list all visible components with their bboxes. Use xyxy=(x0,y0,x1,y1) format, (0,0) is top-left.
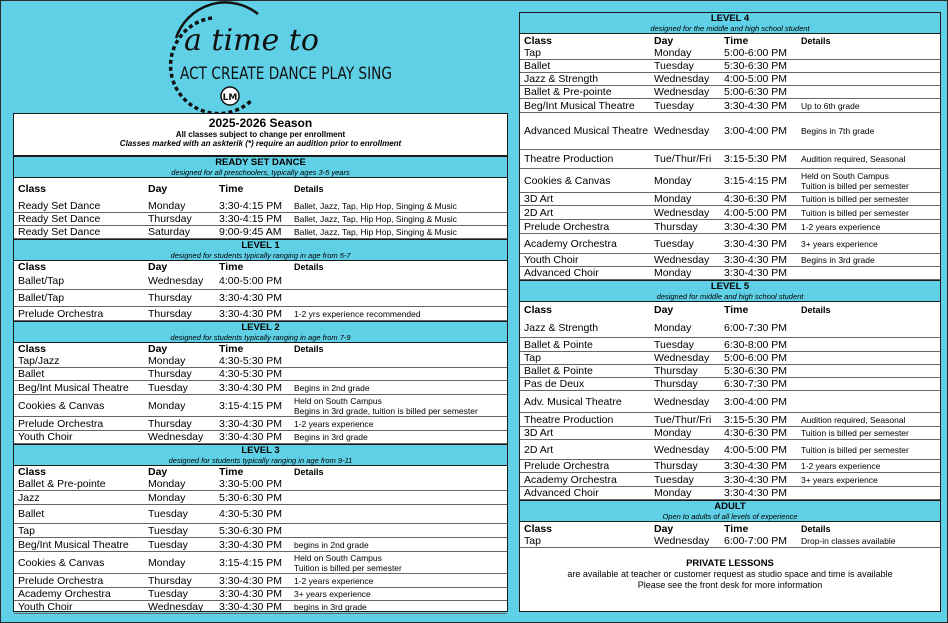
class-row xyxy=(14,395,507,417)
class-day: Tuesday xyxy=(148,524,188,537)
class-time: 3:15-5:30 PM xyxy=(724,413,788,426)
class-time: 4:00-5:00 PM xyxy=(724,443,788,456)
header-time: Time xyxy=(724,522,749,535)
class-day: Tuesday xyxy=(654,99,694,112)
class-name: Academy Orchestra xyxy=(18,588,111,600)
schedule-section xyxy=(520,13,940,280)
class-row xyxy=(14,431,507,444)
logo-mark: LM xyxy=(222,93,238,103)
class-name: Cookies & Canvas xyxy=(524,174,611,187)
class-day: Monday xyxy=(654,321,692,334)
class-time: 4:30-5:30 PM xyxy=(219,508,283,520)
class-row xyxy=(520,234,940,254)
class-row xyxy=(14,478,507,491)
left-sections xyxy=(14,156,507,614)
class-details: Audition required, Seasonal xyxy=(801,414,906,425)
class-row xyxy=(14,574,507,588)
class-day: Thursday xyxy=(654,220,698,233)
class-details: Ballet, Jazz, Tap, Hip Hop, Singing & Music xyxy=(294,201,457,211)
class-name: Academy Orchestra xyxy=(524,473,617,486)
section-title: LEVEL 4 xyxy=(710,13,750,24)
class-details: Audition required, Seasonal xyxy=(801,154,906,164)
class-day: Thursday xyxy=(148,368,192,380)
class-day: Wednesday xyxy=(654,206,710,219)
class-time: 3:30-4:30 PM xyxy=(724,473,788,486)
class-name: Tap xyxy=(524,535,541,547)
class-row xyxy=(520,487,940,500)
class-details: Drop-in classes available xyxy=(801,536,896,546)
section-subtitle: Open to adults of all levels of experience xyxy=(662,512,798,521)
class-name: Ballet & Pre-pointe xyxy=(524,86,612,98)
class-day: Tuesday xyxy=(654,338,694,351)
header-time: Time xyxy=(219,466,244,478)
class-row xyxy=(520,267,940,280)
class-day: Tue/Thur/Fri xyxy=(654,153,712,165)
class-details: 1-2 years experience xyxy=(801,461,881,471)
class-time: 4:30-6:30 PM xyxy=(724,427,788,439)
class-name: Beg/Int Musical Theatre xyxy=(18,538,129,551)
class-row xyxy=(520,220,940,234)
class-name: Tap xyxy=(524,352,541,364)
class-day: Tuesday xyxy=(654,473,694,486)
class-row xyxy=(14,552,507,574)
class-row xyxy=(14,226,507,239)
class-row xyxy=(14,491,507,505)
class-day: Thursday xyxy=(148,292,192,304)
class-day: Tue/Thur/Fri xyxy=(654,413,712,426)
class-day: Thursday xyxy=(654,365,698,377)
logo-tagline: ACT CREATE DANCE PLAY SING xyxy=(180,64,392,84)
class-name: Advanced Choir xyxy=(524,487,599,499)
class-name: Prelude Orchestra xyxy=(524,220,610,233)
class-details: Begins in 2nd grade xyxy=(294,382,370,393)
class-details: 3+ years experience xyxy=(801,238,878,249)
class-name: 2D Art xyxy=(524,443,554,456)
class-day: Thursday xyxy=(148,213,192,225)
class-name: Ready Set Dance xyxy=(18,200,101,212)
header-day: Day xyxy=(148,260,168,273)
header-details: Details xyxy=(801,35,831,46)
class-row xyxy=(14,355,507,368)
class-day: Monday xyxy=(148,478,186,490)
class-time: 3:30-4:30 PM xyxy=(724,220,788,233)
class-details: Ballet, Jazz, Tap, Hip Hop, Singing & Music xyxy=(294,227,457,237)
header-class: Class xyxy=(524,34,553,47)
column-headers xyxy=(14,178,507,200)
header-time: Time xyxy=(724,304,749,316)
class-row xyxy=(520,318,940,338)
class-row xyxy=(520,440,940,460)
class-time: 4:30-5:30 PM xyxy=(219,368,283,380)
class-day: Wednesday xyxy=(148,274,204,287)
season-header xyxy=(14,114,507,156)
class-time: 3:30-4:30 PM xyxy=(219,307,283,320)
class-day: Monday xyxy=(148,399,186,412)
header-day: Day xyxy=(654,522,674,535)
class-name: Advanced Choir xyxy=(524,267,599,279)
class-row xyxy=(520,365,940,378)
class-details: Begins in 3rd grade xyxy=(801,255,875,265)
class-time: 4:30-6:30 PM xyxy=(724,193,788,205)
class-row xyxy=(520,460,940,473)
schedule-section xyxy=(520,280,940,500)
class-row xyxy=(520,99,940,113)
header-details: Details xyxy=(801,305,831,315)
schedule-section xyxy=(14,239,507,321)
season-title: 2025-2026 Season xyxy=(208,116,313,130)
class-details: Tuition is billed per semester xyxy=(801,207,909,218)
class-name: Jazz & Strength xyxy=(524,73,599,85)
class-row xyxy=(520,391,940,413)
class-time: 3:30-4:30 PM xyxy=(724,99,788,112)
class-time: 3:15-4:15 PM xyxy=(219,399,283,412)
section-banner xyxy=(14,444,507,466)
schedule-section xyxy=(520,500,940,548)
section-title: ADULT xyxy=(714,501,746,512)
class-name: Pas de Deux xyxy=(524,378,585,390)
class-row xyxy=(14,505,507,524)
class-day: Monday xyxy=(654,427,692,439)
class-name: Theatre Production xyxy=(524,153,614,165)
class-time: 3:30-4:30 PM xyxy=(219,292,283,304)
class-details: 3+ years experience xyxy=(801,474,878,485)
class-time: 4:00-5:00 PM xyxy=(724,206,788,219)
class-details: Tuition is billed per semester xyxy=(801,428,909,438)
section-title: LEVEL 1 xyxy=(241,240,280,251)
class-time: 3:30-4:30 PM xyxy=(724,237,788,250)
class-day: Wednesday xyxy=(654,254,710,266)
section-subtitle: designed for all preschoolers, typically ages 3-5 years xyxy=(171,168,350,177)
class-day: Monday xyxy=(148,556,186,569)
private-lessons-line2: Please see the front desk for more information xyxy=(637,580,823,590)
section-subtitle: designed for students typically ranging in age from 7-9 xyxy=(170,333,351,342)
class-row xyxy=(520,254,940,267)
class-details: Up to 6th grade xyxy=(801,100,860,111)
class-time: 3:30-4:30 PM xyxy=(724,267,788,279)
class-day: Wednesday xyxy=(654,125,710,137)
header-day: Day xyxy=(148,466,168,478)
class-details: begins in 3rd grade xyxy=(294,602,367,612)
class-row xyxy=(520,413,940,427)
header-details: Details xyxy=(801,523,831,534)
class-time: 3:30-4:30 PM xyxy=(219,574,283,587)
class-day: Thursday xyxy=(148,417,192,430)
class-day: Wednesday xyxy=(148,601,204,613)
header-day: Day xyxy=(148,343,168,355)
class-time: 3:30-5:00 PM xyxy=(219,478,283,490)
class-row xyxy=(520,113,940,150)
class-details: 1-2 yrs experience recommended xyxy=(294,308,421,319)
class-row xyxy=(14,601,507,614)
class-details: begins in 2nd grade xyxy=(294,539,369,550)
class-row xyxy=(14,538,507,552)
class-name: Ready Set Dance xyxy=(18,226,101,238)
header-details: Details xyxy=(294,344,324,354)
class-time: 9:00-9:45 AM xyxy=(219,226,282,238)
section-subtitle: designed for middle and high school student xyxy=(656,292,804,301)
class-day: Monday xyxy=(654,47,692,59)
column-headers xyxy=(14,261,507,272)
section-subtitle: designed for the middle and high school student xyxy=(650,24,810,33)
schedule-section xyxy=(14,444,507,614)
class-time: 3:30-4:30 PM xyxy=(219,538,283,551)
class-name: Youth Choir xyxy=(18,431,73,443)
class-time: 5:00-6:00 PM xyxy=(724,47,788,59)
class-row xyxy=(520,352,940,365)
class-details: 1-2 years experience xyxy=(294,575,374,586)
class-row xyxy=(14,417,507,431)
class-time: 6:00-7:30 PM xyxy=(724,321,788,334)
section-banner xyxy=(14,239,507,261)
class-time: 5:00-6:30 PM xyxy=(724,86,788,98)
class-name: Youth Choir xyxy=(524,254,579,266)
class-row xyxy=(14,588,507,601)
season-note: Classes marked with an askterik (*) require an audition prior to enrollment xyxy=(119,139,402,148)
column-headers xyxy=(520,34,940,47)
header-class: Class xyxy=(524,304,553,316)
class-details: 3+ years experience xyxy=(294,589,371,599)
schedule-section xyxy=(14,321,507,444)
right-sections xyxy=(520,13,940,548)
class-time: 6:30-7:30 PM xyxy=(724,378,788,390)
header-class: Class xyxy=(18,466,47,478)
class-details: Tuition is billed per semester xyxy=(801,194,909,204)
class-time: 4:00-5:00 PM xyxy=(724,73,788,85)
section-title: LEVEL 5 xyxy=(710,281,750,292)
class-name: Tap/Jazz xyxy=(18,355,60,367)
class-row xyxy=(520,47,940,60)
class-time: 3:30-4:30 PM xyxy=(219,381,283,394)
class-row xyxy=(14,290,507,307)
class-day: Tuesday xyxy=(654,60,694,72)
class-details: Held on South Campus Tuition is billed per semester xyxy=(294,552,402,573)
class-row xyxy=(14,368,507,381)
class-name: Jazz & Strength xyxy=(524,321,599,334)
class-day: Wednesday xyxy=(654,352,710,364)
class-name: Ballet xyxy=(524,60,551,72)
class-day: Monday xyxy=(654,174,692,187)
class-day: Wednesday xyxy=(654,86,710,98)
header-time: Time xyxy=(219,260,244,273)
class-row xyxy=(14,524,507,538)
class-day: Thursday xyxy=(654,460,698,472)
schedule-section xyxy=(14,156,507,239)
class-name: Tap xyxy=(524,47,541,59)
class-day: Thursday xyxy=(654,378,698,390)
class-row xyxy=(14,213,507,226)
class-name: Ballet xyxy=(18,508,45,520)
class-day: Monday xyxy=(148,355,186,367)
class-name: Cookies & Canvas xyxy=(18,556,105,569)
logo-tagline-script: a time to xyxy=(184,23,319,58)
class-time: 3:15-4:15 PM xyxy=(219,556,283,569)
class-time: 6:00-7:00 PM xyxy=(724,535,788,547)
class-name: Theatre Production xyxy=(524,413,614,426)
class-time: 3:30-4:30 PM xyxy=(724,460,788,472)
schedule-panel-left xyxy=(13,113,508,612)
class-name: Youth Choir xyxy=(18,601,73,613)
class-details: Tuition is billed per semester xyxy=(801,444,909,455)
class-name: Ballet/Tap xyxy=(18,274,65,287)
column-headers xyxy=(520,302,940,318)
class-day: Wednesday xyxy=(654,443,710,456)
class-time: 3:30-4:15 PM xyxy=(219,213,283,225)
class-time: 5:00-6:00 PM xyxy=(724,352,788,364)
season-subtitle: All classes subject to change per enrollment xyxy=(175,130,346,139)
class-day: Saturday xyxy=(148,226,191,238)
header-class: Class xyxy=(18,260,47,273)
class-day: Thursday xyxy=(148,307,192,320)
class-day: Wednesday xyxy=(654,535,710,547)
section-title: READY SET DANCE xyxy=(215,157,306,168)
class-time: 3:15-4:15 PM xyxy=(724,174,788,187)
class-day: Tuesday xyxy=(148,508,188,520)
class-time: 3:30-4:30 PM xyxy=(219,417,283,430)
section-banner xyxy=(14,156,507,178)
class-row xyxy=(14,200,507,213)
class-time: 4:00-5:00 PM xyxy=(219,274,283,287)
class-name: Jazz xyxy=(18,491,40,504)
section-title: LEVEL 2 xyxy=(241,322,280,333)
class-details: Ballet, Jazz, Tap, Hip Hop, Singing & Music xyxy=(294,214,457,224)
header-details: Details xyxy=(294,467,324,477)
private-lessons-line1: are available at teacher or customer request as studio space and time is available xyxy=(567,569,893,579)
class-name: Prelude Orchestra xyxy=(524,460,610,472)
class-name: Prelude Orchestra xyxy=(18,307,104,320)
class-name: Tap xyxy=(18,524,35,537)
class-time: 3:30-4:30 PM xyxy=(219,601,283,613)
class-time: 3:00-4:00 PM xyxy=(724,125,788,137)
class-time: 5:30-6:30 PM xyxy=(219,524,283,537)
section-banner xyxy=(520,500,940,522)
header-day: Day xyxy=(654,34,674,47)
class-day: Tuesday xyxy=(148,538,188,551)
class-time: 3:30-4:30 PM xyxy=(219,431,283,443)
column-headers xyxy=(14,466,507,478)
class-day: Tuesday xyxy=(148,381,188,394)
class-day: Monday xyxy=(148,491,186,504)
section-banner xyxy=(520,280,940,302)
class-name: Ready Set Dance xyxy=(18,213,101,225)
class-row xyxy=(520,206,940,220)
class-day: Wednesday xyxy=(654,73,710,85)
class-row xyxy=(520,378,940,391)
class-day: Wednesday xyxy=(148,431,204,443)
class-time: 3:30-4:30 PM xyxy=(219,588,283,600)
class-name: Cookies & Canvas xyxy=(18,399,105,412)
class-details: 1-2 years experience xyxy=(801,221,881,232)
class-time: 3:15-5:30 PM xyxy=(724,153,788,165)
class-name: 3D Art xyxy=(524,193,554,205)
class-row xyxy=(14,272,507,290)
class-row xyxy=(520,60,940,73)
class-name: Ballet & Pointe xyxy=(524,365,593,377)
header-class: Class xyxy=(18,183,47,195)
class-day: Tuesday xyxy=(654,237,694,250)
class-details: Begins in 7th grade xyxy=(801,126,875,136)
class-time: 3:30-4:30 PM xyxy=(724,487,788,499)
class-name: Prelude Orchestra xyxy=(18,417,104,430)
class-time: 4:30-5:30 PM xyxy=(219,355,283,367)
header-time: Time xyxy=(724,34,749,47)
section-banner xyxy=(14,321,507,343)
class-name: Academy Orchestra xyxy=(524,237,617,250)
class-details: Begins in 3rd grade xyxy=(294,432,368,442)
class-row xyxy=(520,150,940,169)
header-time: Time xyxy=(219,183,244,195)
header-details: Details xyxy=(294,184,324,194)
header-day: Day xyxy=(654,304,674,316)
class-time: 5:30-6:30 PM xyxy=(219,491,283,504)
class-day: Monday xyxy=(148,200,186,212)
class-time: 6:30-8:00 PM xyxy=(724,338,788,351)
class-name: Ballet & Pre-pointe xyxy=(18,478,106,490)
section-title: LEVEL 3 xyxy=(241,445,280,456)
class-name: Ballet/Tap xyxy=(18,292,65,304)
schedule-panel-right xyxy=(519,12,941,612)
class-day: Tuesday xyxy=(148,588,188,600)
class-name: Advanced Musical Theatre xyxy=(524,125,649,137)
class-day: Monday xyxy=(654,193,692,205)
class-row xyxy=(520,193,940,206)
class-row xyxy=(520,338,940,352)
class-name: Adv. Musical Theatre xyxy=(524,395,622,408)
class-row xyxy=(520,473,940,487)
column-headers xyxy=(520,522,940,535)
class-row xyxy=(520,535,940,548)
class-details: 1-2 years experience xyxy=(294,418,374,429)
class-day: Wednesday xyxy=(654,395,710,408)
class-row xyxy=(14,381,507,395)
header-time: Time xyxy=(219,343,244,355)
class-name: 2D Art xyxy=(524,206,554,219)
class-time: 5:30-6:30 PM xyxy=(724,365,788,377)
class-name: Beg/Int Musical Theatre xyxy=(18,381,129,394)
studio-logo xyxy=(140,4,400,108)
header-day: Day xyxy=(148,183,168,195)
class-day: Monday xyxy=(654,267,692,279)
class-name: Prelude Orchestra xyxy=(18,574,104,587)
class-name: Beg/Int Musical Theatre xyxy=(524,99,635,112)
class-details: Held on South Campus Begins in 3rd grade, tuition is billed per semester xyxy=(294,395,478,416)
class-row xyxy=(520,73,940,86)
class-details: Held on South Campus Tuition is billed per semester xyxy=(801,170,909,191)
class-row xyxy=(14,307,507,321)
section-subtitle: designed for students typically ranging in age from 9-11 xyxy=(168,456,353,465)
private-lessons xyxy=(520,548,940,591)
header-details: Details xyxy=(294,261,324,272)
column-headers xyxy=(14,343,507,355)
class-name: Ballet xyxy=(18,368,45,380)
class-row xyxy=(520,86,940,99)
header-class: Class xyxy=(18,343,47,355)
class-time: 3:00-4:00 PM xyxy=(724,395,788,408)
class-row xyxy=(520,169,940,193)
section-subtitle: designed for students typically ranging in age from 5-7 xyxy=(170,251,351,260)
class-time: 5:30-6:30 PM xyxy=(724,60,788,72)
class-time: 3:30-4:15 PM xyxy=(219,200,283,212)
header-class: Class xyxy=(524,522,553,535)
private-lessons-title: PRIVATE LESSONS xyxy=(686,558,774,569)
class-name: 3D Art xyxy=(524,427,554,439)
class-time: 3:30-4:30 PM xyxy=(724,254,788,266)
class-name: Ballet & Pointe xyxy=(524,338,593,351)
section-banner xyxy=(520,13,940,34)
class-day: Monday xyxy=(654,487,692,499)
class-day: Thursday xyxy=(148,574,192,587)
class-row xyxy=(520,427,940,440)
